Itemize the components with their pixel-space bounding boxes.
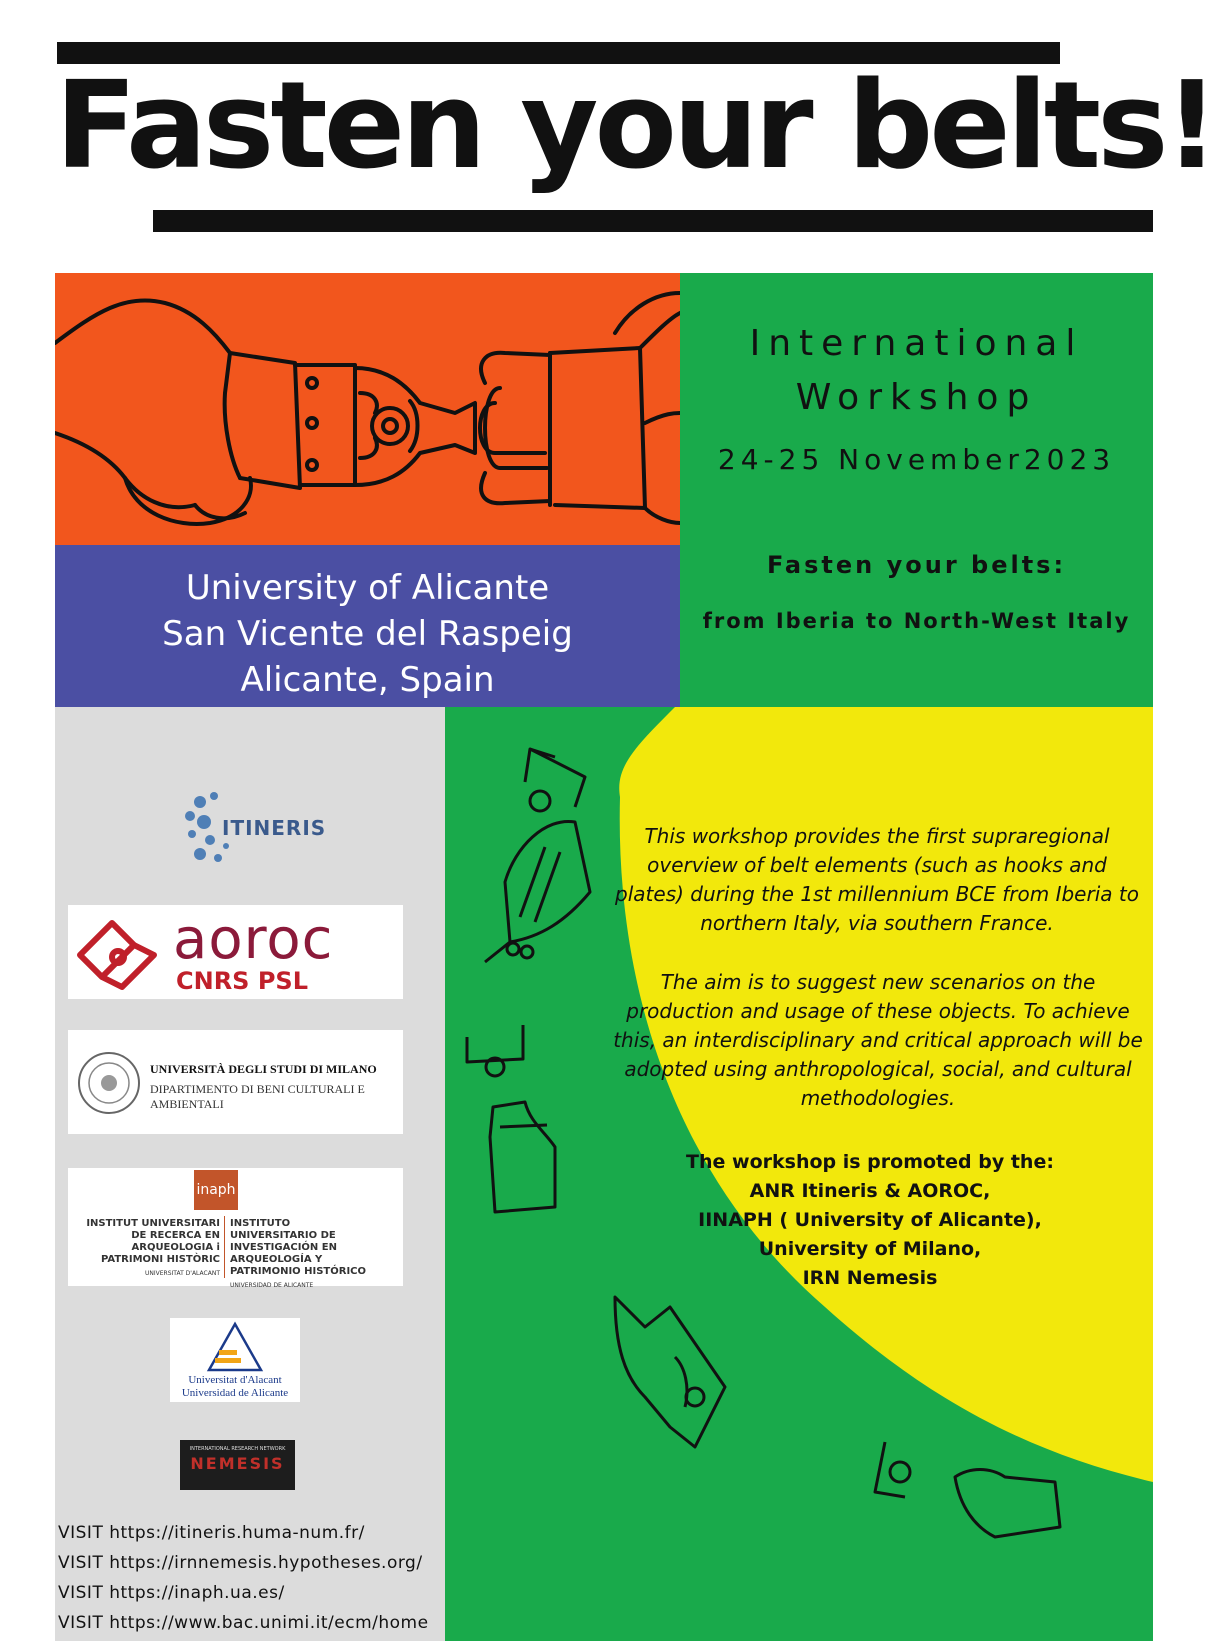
event-type-line-2: Workshop bbox=[795, 377, 1038, 418]
alicante-name-es: Universidad de Alicante bbox=[181, 1387, 289, 1399]
event-date: 24-25 November2023 bbox=[717, 443, 1116, 476]
inaph-right-block bbox=[230, 1218, 380, 1292]
visit-link-itineris[interactable]: VISIT https://itineris.huma-num.fr/ bbox=[58, 1523, 365, 1543]
description-paragraph-1: This workshop provides the first supraregional overview of belt elements (such as hooks and plates) during the 1st millennium BCE from Iberia to northern Italy, via southern France. bbox=[615, 824, 1139, 935]
venue-panel bbox=[55, 545, 680, 707]
visit-link-inaph[interactable]: VISIT https://inaph.ua.es/ bbox=[58, 1583, 285, 1603]
page-title: Fasten your belts! bbox=[55, 57, 1216, 196]
alicante-names bbox=[170, 1374, 300, 1400]
inaph-right-university: UNIVERSIDAD DE ALICANTE bbox=[230, 1282, 314, 1289]
nemesis-network: INTERNATIONAL RESEARCH NETWORK bbox=[189, 1446, 286, 1452]
event-panel bbox=[680, 273, 1153, 707]
event-subtitle-2: from Iberia to North-West Italy bbox=[702, 609, 1131, 633]
visit-link-unimi[interactable]: VISIT https://www.bac.unimi.it/ecm/home bbox=[58, 1613, 429, 1633]
inaph-right-name: INSTITUTO UNIVERSITARIO DE INVESTIGACIÓN EN ARQUEOLOGÍA Y PATRIMONIO HISTÓRICO bbox=[230, 1218, 367, 1277]
promoter-item: IINAPH ( University of Alicante), bbox=[698, 1209, 1042, 1231]
milano-logo bbox=[68, 1030, 403, 1134]
alicante-name-ca: Universitat d'Alacant bbox=[188, 1374, 282, 1386]
alicante-mark-icon bbox=[205, 1320, 265, 1374]
inaph-badge: inaph bbox=[194, 1170, 238, 1210]
inaph-logo bbox=[68, 1168, 403, 1289]
title-bar-bottom bbox=[153, 210, 1153, 232]
pen-nib-icon bbox=[72, 905, 167, 999]
milano-name: UNIVERSITÀ DEGLI STUDI DI MILANO bbox=[150, 1062, 377, 1076]
inaph-left-name: INSTITUT UNIVERSITARI DE RECERCA EN ARQUEOLOGIA i PATRIMONI HISTÒRIC bbox=[86, 1218, 220, 1265]
aoroc-name: aoroc bbox=[173, 907, 334, 972]
venue-line-2: San Vicente del Raspeig bbox=[162, 614, 573, 654]
itineris-logo bbox=[180, 782, 330, 872]
belt-buckle-illustration bbox=[55, 273, 680, 545]
itineris-name: ITINERIS bbox=[222, 816, 327, 840]
inaph-divider bbox=[224, 1216, 225, 1278]
nemesis-name: NEMESIS bbox=[190, 1454, 285, 1473]
promoters-block bbox=[640, 1148, 1100, 1293]
event-subtitle: Fasten your belts: bbox=[766, 551, 1067, 579]
inaph-left-university: UNIVERSITAT D'ALACANT bbox=[144, 1270, 220, 1277]
venue-line-1: University of Alicante bbox=[185, 568, 550, 608]
promoter-item: IRN Nemesis bbox=[802, 1267, 938, 1289]
nemesis-logo bbox=[180, 1440, 295, 1490]
milano-department: DIPARTIMENTO DI BENI CULTURALI E AMBIENTALI bbox=[150, 1082, 365, 1111]
event-type-line-1: International bbox=[749, 323, 1084, 364]
description-paragraph-2: The aim is to suggest new scenarios on the production and usage of these objects. To achieve this, an interdisciplinary and critical approach will be adopted using anthropological, social, and cultural methodologies. bbox=[613, 970, 1143, 1110]
aoroc-subtitle: CNRS PSL bbox=[176, 967, 308, 995]
aoroc-logo bbox=[68, 905, 403, 999]
inaph-left-block bbox=[70, 1218, 220, 1280]
visit-link-nemesis[interactable]: VISIT https://irnnemesis.hypotheses.org/ bbox=[58, 1553, 423, 1573]
promoters-heading: The workshop is promoted by the: bbox=[686, 1151, 1054, 1173]
alicante-logo bbox=[170, 1318, 300, 1402]
university-seal-icon bbox=[74, 1048, 144, 1118]
venue-line-3: Alicante, Spain bbox=[240, 660, 495, 700]
promoter-item: University of Milano, bbox=[758, 1238, 982, 1260]
promoter-item: ANR Itineris & AOROC, bbox=[749, 1180, 991, 1202]
hands-buckle-icon bbox=[55, 273, 680, 545]
